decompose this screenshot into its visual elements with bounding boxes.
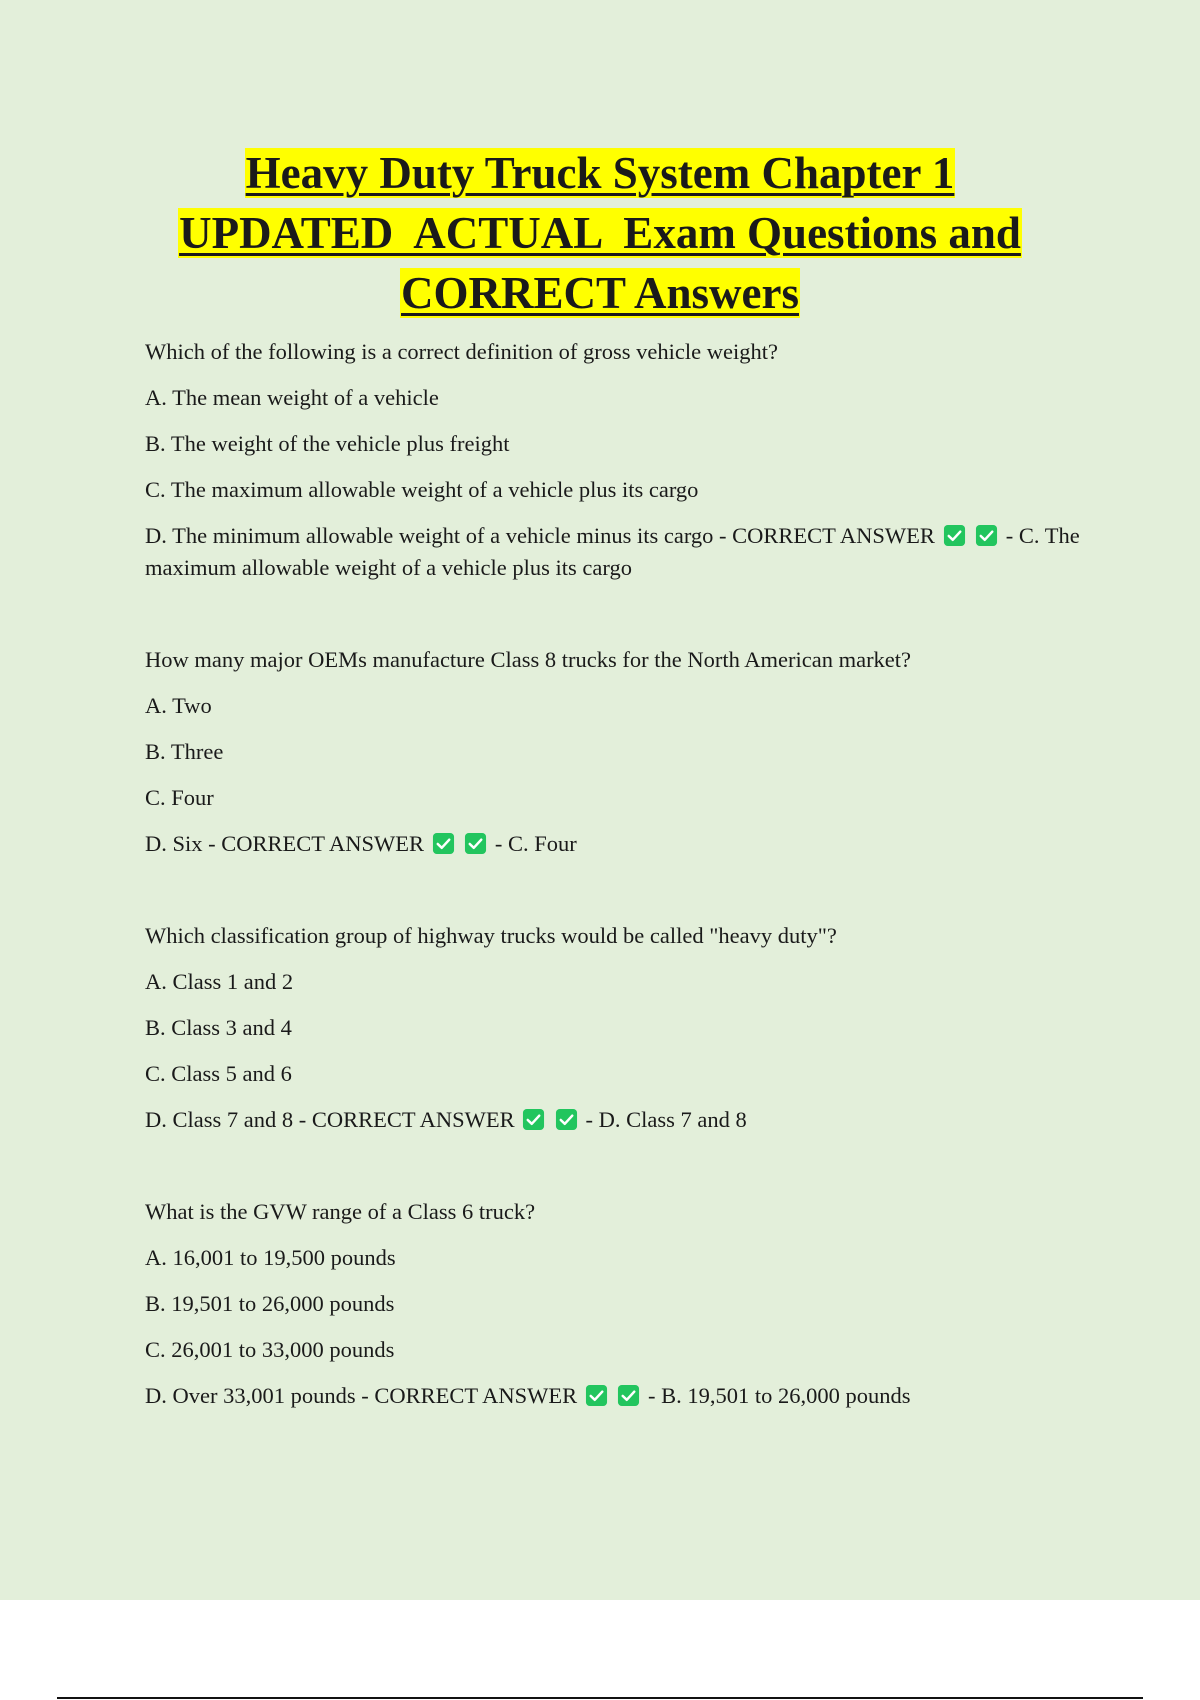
check-mark-icon xyxy=(975,524,998,547)
check-mark-icon xyxy=(617,1384,640,1407)
question-text: What is the GVW range of a Class 6 truck? xyxy=(145,1199,536,1224)
answer-option: C. Class 5 and 6 xyxy=(145,1061,292,1086)
correct-answer-text: - B. 19,501 to 26,000 pounds xyxy=(647,1383,911,1408)
question-text: Which classification group of highway trucks would be called "heavy duty"? xyxy=(145,923,837,948)
answer-option: A. 16,001 to 19,500 pounds xyxy=(145,1245,396,1270)
answer-option: C. 26,001 to 33,000 pounds xyxy=(145,1337,395,1362)
question-block xyxy=(145,336,1085,584)
document-title xyxy=(0,143,1200,323)
question-text: Which of the following is a correct definition of gross vehicle weight? xyxy=(145,339,778,364)
answer-option: A. The mean weight of a vehicle xyxy=(145,385,439,410)
answer-option-with-key xyxy=(145,828,1085,860)
title-line: Heavy Duty Truck System Chapter 1 xyxy=(245,148,955,198)
question-block xyxy=(145,920,1085,1136)
answer-option-label: D. Six - CORRECT ANSWER xyxy=(145,831,424,856)
question-block xyxy=(145,644,1085,860)
title-line: CORRECT Answers xyxy=(401,268,799,318)
answer-option: B. 19,501 to 26,000 pounds xyxy=(145,1291,395,1316)
page-footer-rule xyxy=(57,1697,1143,1699)
answer-option: A. Two xyxy=(145,693,212,718)
answer-option-label: D. Class 7 and 8 - CORRECT ANSWER xyxy=(145,1107,515,1132)
correct-answer-text: - C. Four xyxy=(494,831,577,856)
question-text: How many major OEMs manufacture Class 8 trucks for the North American market? xyxy=(145,647,912,672)
answer-option: C. Four xyxy=(145,785,214,810)
answer-option: B. Three xyxy=(145,739,224,764)
check-mark-icon xyxy=(585,1384,608,1407)
check-mark-icon xyxy=(555,1108,578,1131)
title-line: UPDATED ACTUAL Exam Questions and xyxy=(179,208,1021,258)
answer-option-with-key xyxy=(145,520,1085,584)
check-mark-icon xyxy=(464,832,487,855)
correct-answer-text: - D. Class 7 and 8 xyxy=(585,1107,747,1132)
answer-option-label: D. The minimum allowable weight of a vehicle minus its cargo - CORRECT ANSWER xyxy=(145,523,935,548)
answer-option: A. Class 1 and 2 xyxy=(145,969,294,994)
answer-option-with-key xyxy=(145,1380,1085,1412)
question-block xyxy=(145,1196,1085,1412)
answer-option: B. Class 3 and 4 xyxy=(145,1015,292,1040)
answer-option: B. The weight of the vehicle plus freight xyxy=(145,431,510,456)
check-mark-icon xyxy=(943,524,966,547)
check-mark-icon xyxy=(522,1108,545,1131)
answer-option-label: D. Over 33,001 pounds - CORRECT ANSWER xyxy=(145,1383,578,1408)
correct-answer-text: - C. The maximum allowable weight of a vehicle plus its cargo xyxy=(145,523,1080,580)
question-list xyxy=(145,336,1085,1472)
check-mark-icon xyxy=(432,832,455,855)
answer-option-with-key xyxy=(145,1104,1085,1136)
answer-option: C. The maximum allowable weight of a vehicle plus its cargo xyxy=(145,477,699,502)
